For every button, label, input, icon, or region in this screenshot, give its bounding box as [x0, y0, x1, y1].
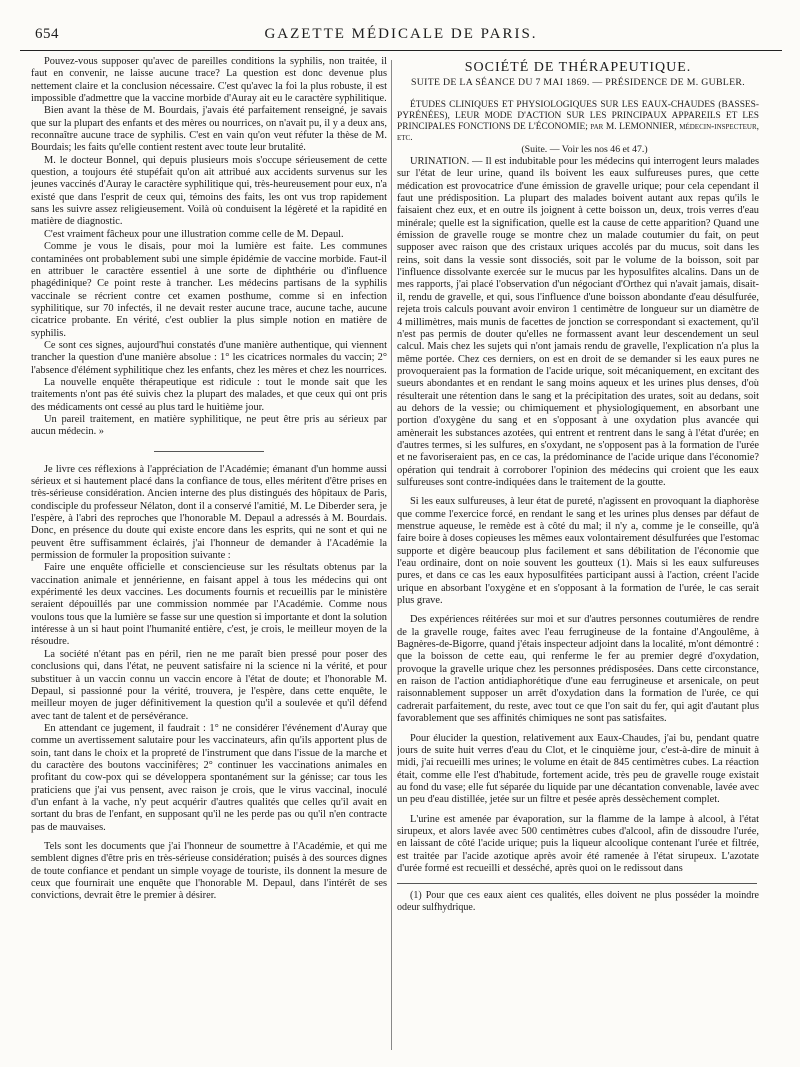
left-paragraph: M. le docteur Bonnel, qui depuis plusieurs mois s'occupe sérieusement de cette question, a toujours été stupéfait qu'on ait attribué aux accidents survenus sur les jeunes vaccinés d'Auray le caractère syphilitique qui, très-heureusement pour eux, n'a existé que dans l'esprit de ceux qui, témoins des faits, les ont vus trop rapidement sans les suivre assez religieusement. Voilà où conduisent la légèreté et la rapidité en matière de diagnostic.: [31, 154, 387, 228]
left-paragraph: Pouvez-vous supposer qu'avec de pareilles conditions la syphilis, non traitée, il faut en convenir, ne laisse aucune trace? La question est donc devenue plus nettement claire et la conclusion nécessaire. C'est qu'avec la foi la plus robuste, il est impossible d'admettre que la vaccine morbide d'Auray ait eu le caractère syphilitique.: [31, 56, 387, 105]
column-divider: [391, 60, 392, 1050]
footnote-rule: [397, 883, 757, 884]
right-paragraph: Pour élucider la question, relativement aux Eaux-Chaudes, j'ai bu, pendant quatre jours de suite huit verres d'eau du Clot, et le cinquième jour, c'est-à-dire de minuit à midi, j'ai recueilli mes urines; le volume en était de 845 centimètres cubes. La réaction était, comme elle l'est d'habitude, fortement acide, très peu de gravelle rouge existait au fond du vase; elle fut séparée du liquide par une décantation convenable, lavée avec un peu d'eau distillée, jetée sur un filtre et pesée après dessèchement complet.: [397, 732, 759, 806]
left-paragraph: Un pareil traitement, en matière syphilitique, ne peut être pris au sérieux par aucun médecin. »: [31, 413, 387, 438]
left-paragraph: Bien avant la thèse de M. Bourdais, j'avais été parfaitement renseigné, je savais que sur la plupart des enfants et des mères ou nourrices, on n'avait pu, il y a deux ans, reconnaître aucune trace de syphilis. C'est en vain qu'on veut réfuter la thèse de M. Bourdais; les faits qu'elle contient restent avec toute leur brutalité.: [31, 105, 387, 154]
right-paragraph: Des expériences réitérées sur moi et sur d'autres personnes coutumières de rendre de la gravelle rouge, faites avec l'eau ferrugineuse de la fontaine d'Angoulême, à Bagnères-de-Bigorre, quand j'étais inspecteur adjoint dans la localité, m'ont démontré : que la boisson de cette eau, qui renferme le fer au premier degré d'oxydation, provoque la gravelle urique chez les personnes prédisposées. Dans cette circonstance, en raison de l'action antidiaphorétique d'une eau ferrugineuse et arsenicale, on peut raisonnablement supposer un arrêt d'oxydation dans la formation de l'urée, ce qui cadrerait parfaitement, du reste, avec tout ce que l'on sait du fer, qui agit d'autant plus favorablement que ses affinités chimiques ne sont pas satisfaites.: [397, 614, 759, 725]
right-paragraph: L'urine est amenée par évaporation, sur la flamme de la lampe à alcool, à l'état sirupeux, et alors lavée avec 500 centimètres cubes d'alcool, afin de dissoudre l'urée, en laissant de côté l'acide urique; puis la liqueur alcoolique contenant l'urée et filtrée, est traitée par l'acide azotique après avoir été ramenée à l'état sirupeux. L'azotate d'urée formé est recueilli et desséché, après quoi on le redissout dans: [397, 813, 759, 874]
session-line: SUITE DE LA SÉANCE DU 7 MAI 1869. — PRÉSIDENCE DE M. GUBLER.: [411, 77, 745, 89]
left-paragraph: La société n'étant pas en péril, rien ne me paraît bien pressé pour poser des conclusions qui, dans l'état, ne peuvent satisfaire ni la science ni la vérité, et pour substituer à un vaccin connu un vaccin encore à l'état de doute; et l'honorable M. Depaul, si passionné pour la vérité, trouvera, je l'espère, dans cette enquête, le meilleur moyen de juger définitivement la question qu'il a soulevée et qu'il défend avec tant de talent et de persévérance.: [31, 648, 387, 722]
left-paragraph: Faire une enquête officielle et consciencieuse sur les résultats obtenus par la vaccination animale et jennérienne, en faisant appel à tous les médecins qui ont expérimenté les deux vaccines. Les documents fournis et recueillis par le ministère seraient dépouillés par une commission nommée par l'Académie. Comme nous voulons tous que la lumière se fasse sur une question si importante et dont la solution intéresse à un si haut point l'humanité entière, c'est, je crois, le meilleur moyen de la résoudre.: [31, 562, 387, 648]
left-paragraph: La nouvelle enquête thérapeutique est ridicule : tout le monde sait que les traitements n'ont pas été suivis chez la plupart des malades, et que ceux qui ont pris des médicaments ont cessé au plus tard le huitième jour.: [31, 376, 387, 413]
left-paragraph: Je livre ces réflexions à l'appréciation de l'Académie; émanant d'un homme aussi sérieux et si hautement placé dans la confiance de tous, elles méritent d'être prises en très-sérieuse considération. Ancien interne des plus distingués des hôpitaux de Paris, condisciple du professeur Nélaton, dont il a conservé l'amitié, M. Le Diberder sera, je l'espère, à l'abri des reproches que l'honorable M. Depaul a adressés à M. Bourdais. Donc, en présence du doute qui existe encore dans les esprits, qui ne sont et qui ne peuvent être suffisamment éclairés, j'ai l'honneur de demander à l'Académie la permission de formuler la proposition suivante :: [31, 463, 387, 562]
page-number: 654: [35, 26, 59, 42]
society-title: SOCIÉTÉ DE THÉRAPEUTIQUE.: [464, 60, 692, 75]
footnote: [397, 890, 759, 914]
suite-line: (Suite. — Voir les nos 46 et 47.): [521, 143, 648, 155]
article-title: ÉTUDES CLINIQUES ET PHYSIOLOGIQUES SUR LES EAUX-CHAUDES (BASSES-PYRÉNÉES), LEUR MODE D'ACTION SUR LES PRINCIPAUX APPAREILS ET LES PRINCIPALES FONCTIONS DE L'ÉCONOMIE; par M. LEMONNIER, médecin-inspecteur, etc.: [397, 99, 759, 143]
left-paragraph: C'est vraiment fâcheux pour une illustration comme celle de M. Depaul.: [44, 228, 344, 240]
left-paragraph: Tels sont les documents que j'ai l'honneur de soumettre à l'Académie, et qui me semblent dignes d'être pris en très-sérieuse considération; puisés à des sources dignes de toute confiance et pendant un simple voyage de touriste, ils donnent la mesure de ceux que fournirait une enquête que l'honorable M. Depaul, dans l'intérêt de ses convictions, devrait être le premier à désirer.: [31, 840, 387, 902]
right-paragraph: URINATION. — Il est indubitable pour les médecins qui interrogent leurs malades sur l'état de leur urine, quand ils boivent les eaux sulfureuses pures, que cette médication est provocatrice d'une émission de gravelle urique; pour cela cependant il faut une prédisposition. La plupart des malades boivent autant aux repas qu'ils le faisaient chez eux, et en outre ils joignent à cette boisson un, deux, trois verres d'eau minérale; quelle est la signification, quelle est la cause de cette apparition? Quand une émission de gravelle rouge se montre chez un malade coutumier du fait, on peut supposer avec raison que des cristaux uriques accolés par du mucus, soit dans les reins, soit dans la vessie sont dissociés, soit par le volume de la boisson, soit par l'influence dissolvante exercée sur le mucus par les hyposulfites alcalins. Dans un de mes rapports, j'ai placé l'observation d'un négociant d'Orthez qui n'avait jamais, disait-il, rendu de gravelle, et qui, sous l'influence d'une boisson abondante d'eau désulfurée, rejeta trois calculs pouvant avoir environ 1 centimètre de longueur sur un diamètre de 4 millimètres, mais munis de facettes de jonction se correspondant si exactement, qu'il n'est pas permis de douter qu'elles ne formassent avant leur descendement un seul calcul. Mais chez les sujets qui n'ont jamais rendu de gravelle, l'explication n'a plus la même portée. Chez ces derniers, on est en droit de se demander si les eaux pures ne provoqueraient pas la formation de l'acide urique, soit mécaniquement, en excitant des sueurs abondantes et en rendant le sang moins aqueux et les urines plus denses, d'où résulterait une rétention dans le sang et la précipitation des urates, soit au dedans, soit au dehors de la vessie; ou chimiquement et physiologiquement, en absorbant une portion d'oxygène du sang et en s'opposant à une oxydation plus avancée qui amènerait les substances azotées, qui entrent et rentrent dans le sang à l'état d'urée; en d'autres termes, si les sulfures, en s'oxydant, ne s'opposent pas à la formation de l'urée et ne favoriseraient pas, en ce cas, la prédominance de l'acide urique dans l'économie? opération qui tendrait à corroborer l'opinion des médecins qui croient que les eaux sulfureuses sont contre-indiquées dans le traitement de la goutte.: [397, 156, 759, 488]
right-column: [397, 56, 759, 1050]
footnote-text: (1) Pour que ces eaux aient ces qualités, elles doivent ne plus posséder la moindre odeur sulfhydrique.: [397, 890, 759, 914]
page-header: [20, 20, 782, 51]
journal-title: GAZETTE MÉDICALE DE PARIS.: [264, 26, 538, 42]
section-rule: [154, 451, 264, 452]
left-column: [31, 56, 387, 1050]
left-paragraph: Ce sont ces signes, aujourd'hui constatés d'une manière authentique, qui viennent trancher la question d'une manière absolue : 1° les cicatrices normales du vaccin; 2° l'absence d'élément syphilitique chez les enfants, chez les mères et chez les nourrices.: [31, 339, 387, 376]
right-paragraph: Si les eaux sulfureuses, à leur état de pureté, n'agissent en provoquant la diaphorèse que comme l'exercice forcé, en rendant le sang et les urines plus denses par défaut de menstrue aqueuse, le remède est à côté du mal; il n'y a, comme je le conseille, qu'à faire boire à doses copieuses les mêmes eaux volontairement désulfurées que l'estomac supporte et digère beaucoup plus facilement et sans débilitation de l'économie que l'eau ordinaire, dont on noie souvent les goutteux (1). Mais si les eaux sulfureuses pures, et dans ce cas les eaux hyposulfitées participant aussi à l'action, créent l'acide urique en absorbant l'oxygène et en s'opposant à la formation de l'urée, le cas serait plus grave.: [397, 496, 759, 607]
left-paragraph: Comme je vous le disais, pour moi la lumière est faite. Les communes contaminées ont probablement subi une simple épidémie de vaccine morbide. Faut-il en attribuer le caractère essentiel à une sorte de diphthérie ou d'influence phagédinique? Ce point reste à trancher. Les médecins partisans de la syphilis vaccinale se récrient contre cet examen posthume, comme si en infection syphilitique, sur 70 infectés, il ne devait rester aucune trace, aucune tache, aucune cicatrice probante. En vérité, c'est oublier la plus simple notion en matière de syphilis.: [31, 241, 387, 339]
left-paragraph: En attendant ce jugement, il faudrait : 1° ne considérer l'événement d'Auray que comme un avertissement salutaire pour les vaccinateurs, afin qu'ils apportent plus de soin, tant dans le choix et la propreté de l'instrument que dans l'issue de la marche et du caractère des boutons vaccinifères; 2° continuer les vaccinations animales en profitant du cow-pox qui se développera spontanément sur la génisse; car tous les praticiens que j'ai vus pensent, avec raison je crois, que le virus vaccinal, inoculé d'un enfant à la vache, n'y peut acquérir d'autres qualités que celles qu'il avait en sortant du bras de l'enfant, en supposant qu'il ne les perde pas ou qu'il n'en contracte pas de mauvaises.: [31, 722, 387, 833]
